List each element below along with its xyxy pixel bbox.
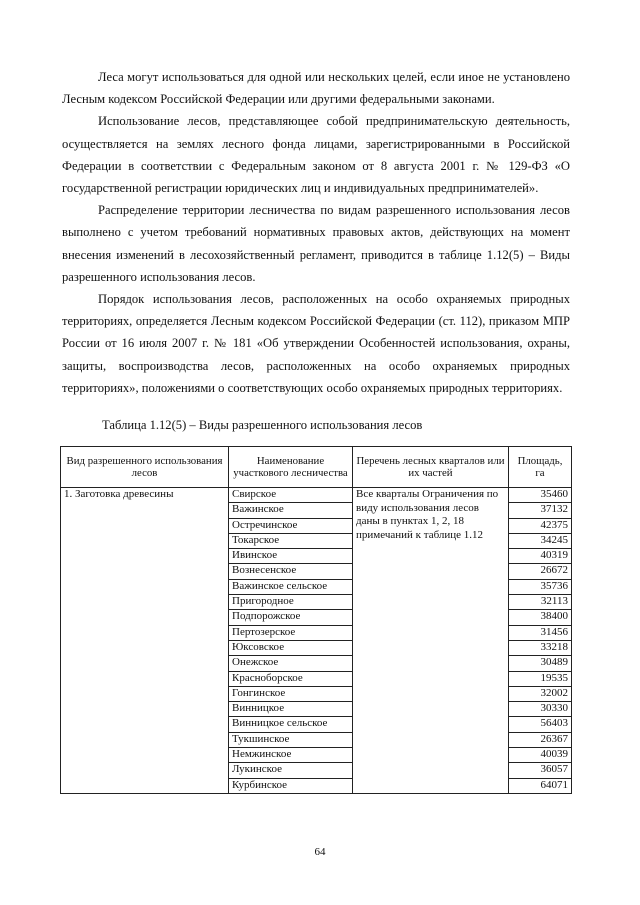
- area-cell: 26672: [509, 564, 572, 579]
- district-cell: Курбинское: [229, 778, 353, 793]
- district-cell: Токарское: [229, 533, 353, 548]
- district-cell: Винницкое: [229, 702, 353, 717]
- area-cell: 33218: [509, 640, 572, 655]
- district-cell: Важинское сельское: [229, 579, 353, 594]
- district-cell: Важинское: [229, 503, 353, 518]
- table-body: [61, 488, 572, 794]
- area-cell: 40039: [509, 748, 572, 763]
- paragraph: Порядок использования лесов, расположенных на особо охраняемых природных территориях, определяется Лесным кодексом Российской Федерации (ст. 112), приказом МПР России от 16 июля 2007 г. № 181 «Об утверждении Особенностей использования, охраны, защиты, воспроизводства лесов, расположенных на особо охраняемых природных территориях», положениями о соответствующих особо охраняемых природных территориях.: [62, 292, 570, 395]
- area-cell: 30489: [509, 656, 572, 671]
- area-cell: 36057: [509, 763, 572, 778]
- area-cell: 64071: [509, 778, 572, 793]
- area-cell: 30330: [509, 702, 572, 717]
- area-cell: 32113: [509, 595, 572, 610]
- district-cell: Пригородное: [229, 595, 353, 610]
- district-cell: Подпорожское: [229, 610, 353, 625]
- area-cell: 26367: [509, 732, 572, 747]
- district-cell: Вознесенское: [229, 564, 353, 579]
- header-quarters: Перечень лесных кварталов или их частей: [353, 447, 509, 488]
- table-header-row: [61, 447, 572, 488]
- paragraph: Использование лесов, представляющее собой предпринимательскую деятельность, осуществляется на землях лесного фонда лицами, зарегистрированными в Российской Федерации в соответствии с Федеральным законом от 8 августа 2001 г. № 129-ФЗ «О государственной регистрации юридических лиц и индивидуальных предпринимателей».: [62, 114, 570, 196]
- district-cell: Винницкое сельское: [229, 717, 353, 732]
- area-cell: 40319: [509, 549, 572, 564]
- area-cell: 37132: [509, 503, 572, 518]
- area-cell: 42375: [509, 518, 572, 533]
- quarters-cell: Все кварталы Ограничения по виду использования лесов даны в пунктах 1, 2, 18 примечаний к таблице 1.12: [353, 488, 509, 794]
- header-use-type: Вид разрешенного использования лесов: [61, 447, 229, 488]
- area-cell: 35736: [509, 579, 572, 594]
- paragraph: Распределение территории лесничества по видам разрешенного использования лесов выполнено с учетом требований нормативных правовых актов, действующих на момент внесения изменений в лесохозяйственный регламент, приводится в таблице 1.12(5) – Виды разрешенного использования лесов.: [62, 203, 570, 284]
- table-caption: Таблица 1.12(5) – Виды разрешенного использования лесов: [102, 418, 423, 432]
- header-district: Наименование участкового лесничества: [229, 447, 353, 488]
- area-cell: 19535: [509, 671, 572, 686]
- district-cell: Ивинское: [229, 549, 353, 564]
- area-cell: 31456: [509, 625, 572, 640]
- district-cell: Юксовское: [229, 640, 353, 655]
- district-cell: Лукинское: [229, 763, 353, 778]
- district-cell: Гонгинское: [229, 686, 353, 701]
- area-cell: 56403: [509, 717, 572, 732]
- area-cell: 34245: [509, 533, 572, 548]
- permitted-use-table: [60, 446, 572, 794]
- header-area: Площадь, га: [509, 447, 572, 488]
- district-cell: Немжинское: [229, 748, 353, 763]
- district-cell: Онежское: [229, 656, 353, 671]
- body-text: [62, 66, 570, 399]
- district-cell: Свирское: [229, 488, 353, 503]
- area-cell: 35460: [509, 488, 572, 503]
- page-number: 64: [314, 846, 326, 858]
- area-cell: 38400: [509, 610, 572, 625]
- district-cell: Остречинское: [229, 518, 353, 533]
- use-type-cell: 1. Заготовка древесины: [61, 488, 229, 794]
- district-cell: Тукшинское: [229, 732, 353, 747]
- district-cell: Пертозерское: [229, 625, 353, 640]
- district-cell: Красноборское: [229, 671, 353, 686]
- area-cell: 32002: [509, 686, 572, 701]
- table-row: [61, 488, 572, 503]
- paragraph: Леса могут использоваться для одной или нескольких целей, если иное не установлено Лесным кодексом Российской Федерации или другими федеральными законами.: [62, 70, 570, 107]
